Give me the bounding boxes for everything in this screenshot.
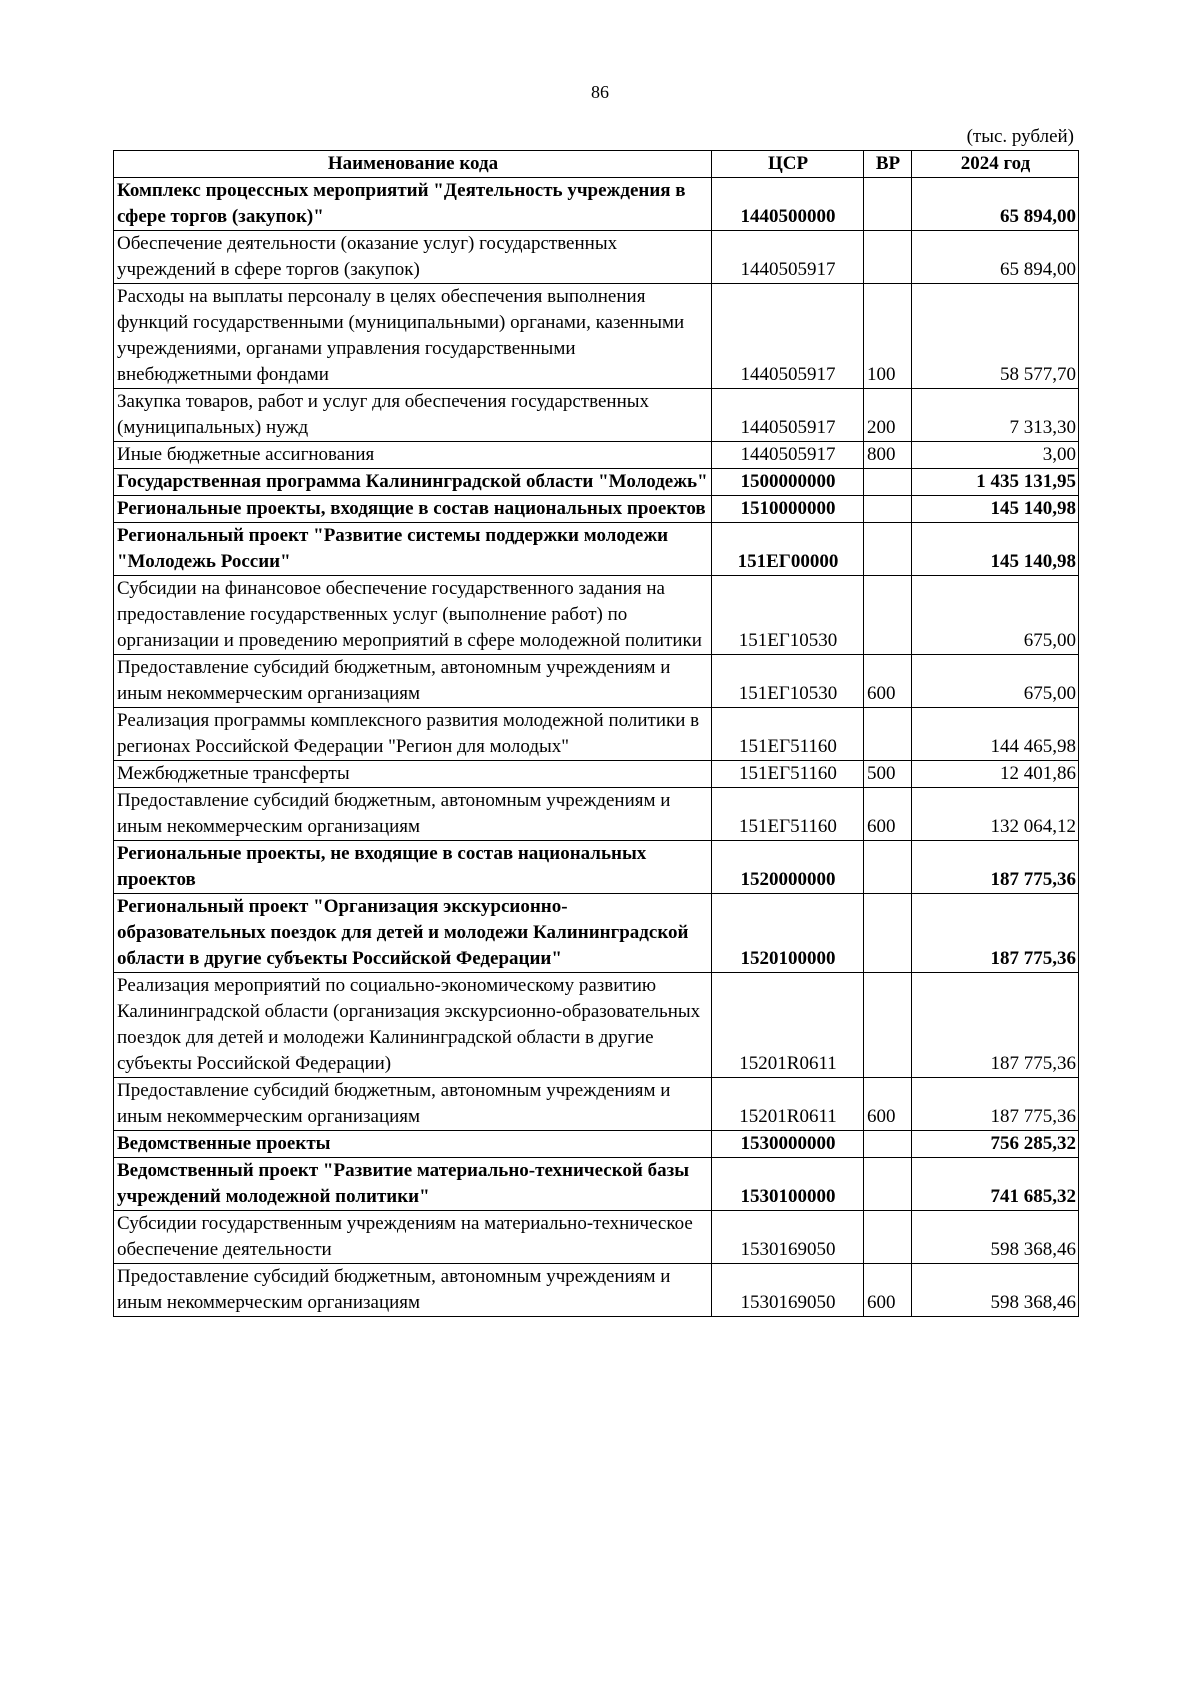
table-row — [114, 1264, 1079, 1317]
row-csr-cell: 1530169050 — [712, 1211, 864, 1264]
row-vr-cell — [864, 523, 912, 576]
row-csr-cell: 1520100000 — [712, 894, 864, 973]
budget-table — [113, 150, 1079, 1317]
header-csr: ЦСР — [712, 151, 864, 178]
table-row — [114, 655, 1079, 708]
row-sum-cell: 741 685,32 — [912, 1158, 1079, 1211]
row-sum-cell: 12 401,86 — [912, 761, 1079, 788]
row-name-cell: Межбюджетные трансферты — [114, 761, 712, 788]
row-vr-cell — [864, 496, 912, 523]
row-csr-cell: 1440505917 — [712, 284, 864, 389]
row-sum-cell: 132 064,12 — [912, 788, 1079, 841]
row-csr-cell: 151ЕГ10530 — [712, 576, 864, 655]
table-row — [114, 973, 1079, 1078]
table-row — [114, 708, 1079, 761]
row-vr-cell: 600 — [864, 1264, 912, 1317]
row-vr-cell: 200 — [864, 389, 912, 442]
table-row — [114, 523, 1079, 576]
row-csr-cell: 15201R0611 — [712, 973, 864, 1078]
header-year: 2024 год — [912, 151, 1079, 178]
row-name-cell: Расходы на выплаты персоналу в целях обеспечения выполнения функций государственными (муниципальными) органами, казенными учреждениями, органами управления государственными внебюджетными фондами — [114, 284, 712, 389]
row-name-cell: Ведомственный проект "Развитие материально-технической базы учреждений молодежной политики" — [114, 1158, 712, 1211]
row-sum-cell: 7 313,30 — [912, 389, 1079, 442]
row-sum-cell: 756 285,32 — [912, 1131, 1079, 1158]
row-vr-cell — [864, 1131, 912, 1158]
row-name-cell: Субсидии на финансовое обеспечение государственного задания на предоставление государственных услуг (выполнение работ) по организации и проведению мероприятий в сфере молодежной политики — [114, 576, 712, 655]
row-vr-cell — [864, 469, 912, 496]
row-sum-cell: 187 775,36 — [912, 894, 1079, 973]
row-sum-cell: 598 368,46 — [912, 1264, 1079, 1317]
table-row — [114, 761, 1079, 788]
row-name-cell: Региональный проект "Организация экскурсионно-образовательных поездок для детей и молодежи Калининградской области в другие субъекты Российской Федерации" — [114, 894, 712, 973]
header-name: Наименование кода — [114, 151, 712, 178]
table-row — [114, 469, 1079, 496]
row-sum-cell: 675,00 — [912, 576, 1079, 655]
table-body — [114, 178, 1079, 1317]
row-vr-cell: 600 — [864, 655, 912, 708]
table-row — [114, 788, 1079, 841]
row-sum-cell: 144 465,98 — [912, 708, 1079, 761]
row-vr-cell — [864, 1211, 912, 1264]
row-csr-cell: 1530100000 — [712, 1158, 864, 1211]
row-name-cell: Ведомственные проекты — [114, 1131, 712, 1158]
row-vr-cell: 500 — [864, 761, 912, 788]
row-name-cell: Предоставление субсидий бюджетным, автономным учреждениям и иным некоммерческим организациям — [114, 655, 712, 708]
row-name-cell: Предоставление субсидий бюджетным, автономным учреждениям и иным некоммерческим организациям — [114, 788, 712, 841]
row-csr-cell: 1440505917 — [712, 231, 864, 284]
row-vr-cell: 800 — [864, 442, 912, 469]
row-sum-cell: 187 775,36 — [912, 973, 1079, 1078]
table-row — [114, 178, 1079, 231]
row-sum-cell: 1 435 131,95 — [912, 469, 1079, 496]
row-csr-cell: 151ЕГ51160 — [712, 788, 864, 841]
row-csr-cell: 1530169050 — [712, 1264, 864, 1317]
table-header-row — [114, 151, 1079, 178]
row-csr-cell: 1500000000 — [712, 469, 864, 496]
table-row — [114, 389, 1079, 442]
row-csr-cell: 151ЕГ51160 — [712, 761, 864, 788]
row-sum-cell: 65 894,00 — [912, 178, 1079, 231]
table-row — [114, 1078, 1079, 1131]
row-name-cell: Комплекс процессных мероприятий "Деятельность учреждения в сфере торгов (закупок)" — [114, 178, 712, 231]
table-row — [114, 442, 1079, 469]
row-sum-cell: 3,00 — [912, 442, 1079, 469]
table-row — [114, 284, 1079, 389]
row-vr-cell — [864, 708, 912, 761]
row-sum-cell: 675,00 — [912, 655, 1079, 708]
row-vr-cell — [864, 231, 912, 284]
row-name-cell: Предоставление субсидий бюджетным, автономным учреждениям и иным некоммерческим организациям — [114, 1078, 712, 1131]
row-vr-cell — [864, 1158, 912, 1211]
row-sum-cell: 187 775,36 — [912, 841, 1079, 894]
table-row — [114, 1211, 1079, 1264]
table-row — [114, 1131, 1079, 1158]
row-name-cell: Реализация мероприятий по социально-экономическому развитию Калининградской области (организация экскурсионно-образовательных поездок для детей и молодежи Калининградской области в другие субъекты Российской Федерации) — [114, 973, 712, 1078]
table-row — [114, 576, 1079, 655]
row-vr-cell — [864, 841, 912, 894]
row-name-cell: Региональный проект "Развитие системы поддержки молодежи "Молодежь России" — [114, 523, 712, 576]
row-name-cell: Предоставление субсидий бюджетным, автономным учреждениям и иным некоммерческим организациям — [114, 1264, 712, 1317]
header-vr: ВР — [864, 151, 912, 178]
row-csr-cell: 151ЕГ00000 — [712, 523, 864, 576]
row-name-cell: Региональные проекты, не входящие в состав национальных проектов — [114, 841, 712, 894]
row-sum-cell: 58 577,70 — [912, 284, 1079, 389]
table-row — [114, 894, 1079, 973]
row-name-cell: Реализация программы комплексного развития молодежной политики в регионах Российской Федерации "Регион для молодых" — [114, 708, 712, 761]
row-csr-cell: 1510000000 — [712, 496, 864, 523]
row-vr-cell: 600 — [864, 1078, 912, 1131]
row-csr-cell: 151ЕГ10530 — [712, 655, 864, 708]
row-csr-cell: 1530000000 — [712, 1131, 864, 1158]
page-number: 86 — [591, 82, 609, 102]
row-name-cell: Иные бюджетные ассигнования — [114, 442, 712, 469]
row-name-cell: Субсидии государственным учреждениям на материально-техническое обеспечение деятельности — [114, 1211, 712, 1264]
row-csr-cell: 1440505917 — [712, 389, 864, 442]
row-sum-cell: 145 140,98 — [912, 523, 1079, 576]
row-csr-cell: 1520000000 — [712, 841, 864, 894]
row-name-cell: Региональные проекты, входящие в состав национальных проектов — [114, 496, 712, 523]
row-sum-cell: 145 140,98 — [912, 496, 1079, 523]
row-name-cell: Государственная программа Калининградской области "Молодежь" — [114, 469, 712, 496]
table-row — [114, 1158, 1079, 1211]
row-sum-cell: 598 368,46 — [912, 1211, 1079, 1264]
row-csr-cell: 1440505917 — [712, 442, 864, 469]
row-name-cell: Обеспечение деятельности (оказание услуг) государственных учреждений в сфере торгов (закупок) — [114, 231, 712, 284]
row-csr-cell: 15201R0611 — [712, 1078, 864, 1131]
row-vr-cell: 600 — [864, 788, 912, 841]
row-vr-cell — [864, 894, 912, 973]
table-row — [114, 496, 1079, 523]
row-sum-cell: 65 894,00 — [912, 231, 1079, 284]
table-row — [114, 841, 1079, 894]
row-vr-cell: 100 — [864, 284, 912, 389]
table-row — [114, 231, 1079, 284]
row-name-cell: Закупка товаров, работ и услуг для обеспечения государственных (муниципальных) нужд — [114, 389, 712, 442]
row-vr-cell — [864, 576, 912, 655]
row-csr-cell: 151ЕГ51160 — [712, 708, 864, 761]
row-vr-cell — [864, 973, 912, 1078]
row-csr-cell: 1440500000 — [712, 178, 864, 231]
row-vr-cell — [864, 178, 912, 231]
row-sum-cell: 187 775,36 — [912, 1078, 1079, 1131]
units-label: (тыс. рублей) — [966, 126, 1074, 147]
